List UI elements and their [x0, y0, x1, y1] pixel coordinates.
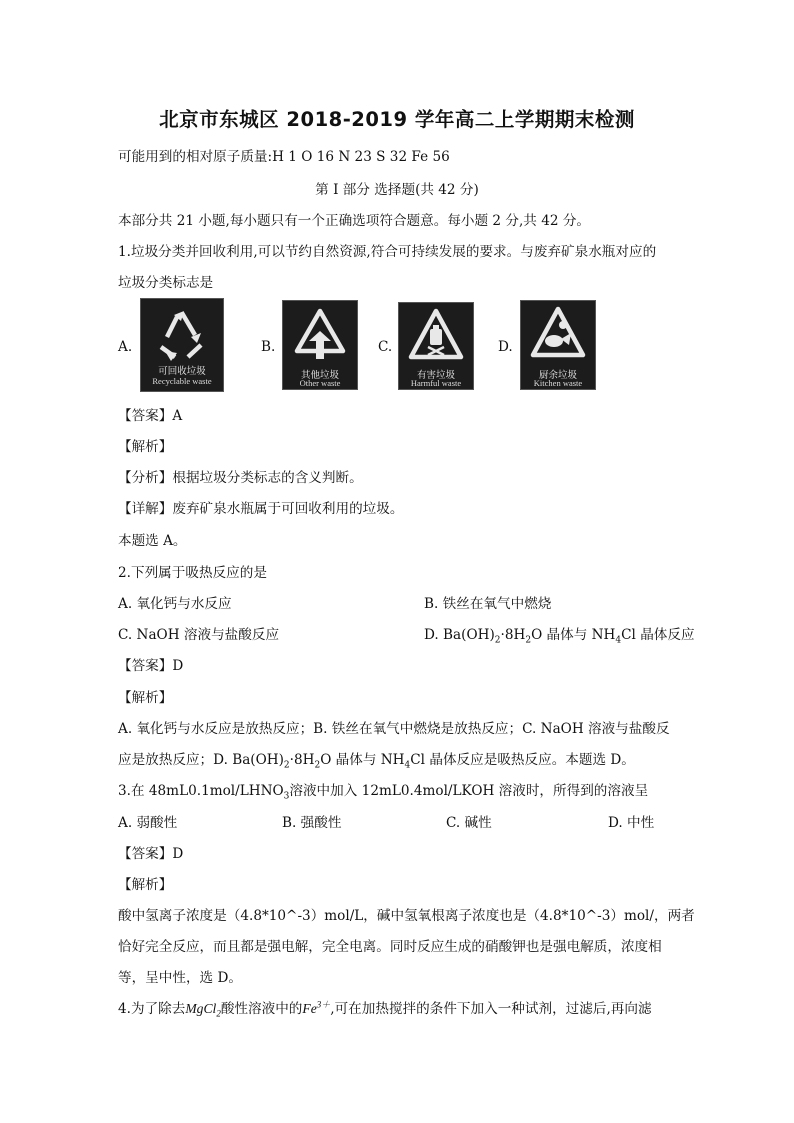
q1-option-b-cn: 其他垃圾	[300, 370, 339, 381]
q2-option-d-text1: D. Ba(OH)	[424, 627, 495, 643]
q3-option-d: D. 中性	[608, 815, 655, 831]
q4-stem-text1: 4.为了除去	[118, 1001, 186, 1017]
other-waste-icon	[283, 301, 357, 365]
q1-option-a-label: A.	[118, 339, 133, 355]
q2-expl-text4: Cl 晶体反应是吸热反应。本题选 D。	[410, 752, 635, 768]
q1-detail: 【详解】废弃矿泉水瓶属于可回收利用的垃圾。	[118, 501, 404, 517]
q1-stem-line2: 垃圾分类标志是	[118, 275, 214, 291]
q3-stem-sub: 3	[283, 791, 290, 802]
q3-explanation-line3: 等，呈中性，选 D。	[118, 970, 242, 986]
q4-formula-fe-sup: 3＋	[316, 999, 331, 1010]
q3-option-a: A. 弱酸性	[118, 815, 178, 831]
q1-option-d-en: Kitchen waste	[533, 378, 583, 388]
q2-option-d	[424, 623, 695, 646]
q4-formula-fe: Fe	[302, 1001, 317, 1016]
q2-option-b: B. 铁丝在氧气中燃烧	[424, 596, 552, 612]
q1-analysis-label: 【解析】	[118, 439, 173, 455]
q3-analysis-label: 【解析】	[118, 877, 173, 893]
q3-option-b: B. 强酸性	[282, 815, 342, 831]
q3-stem	[118, 779, 648, 802]
q2-stem: 2.下列属于吸热反应的是	[118, 565, 267, 581]
q2-expl-text2: ·8H	[289, 752, 315, 768]
q2-analysis-label: 【解析】	[118, 690, 173, 706]
q1-option-c-sign	[398, 302, 474, 390]
q1-option-d-cn: 厨余垃圾	[538, 370, 577, 381]
q3-stem-text1: 3.在 48mL0.1mol/LHNO	[118, 783, 284, 799]
q3-explanation-line1: 酸中氢离子浓度是（4.8*10^-3）mol/L，碱中氢氧根离子浓度也是（4.8*10^-3）mol/，两者	[118, 908, 695, 924]
q1-option-a-sign	[140, 298, 224, 392]
q2-option-d-text2: ·8H	[500, 627, 526, 643]
q2-expl-text1: 应是放热反应；D. Ba(OH)	[118, 752, 284, 768]
q2-option-d-text3: O 晶体与 NH	[531, 627, 616, 643]
q1-option-c-cn: 有害垃圾	[416, 370, 455, 381]
q2-explanation-line2	[118, 748, 635, 771]
q3-explanation-line2: 恰好完全反应，而且都是强电解，完全电离。同时反应生成的硝酸钾也是强电解质，浓度相	[118, 939, 662, 955]
q2-explanation-line1: A. 氧化钙与水反应是放热反应；B. 铁丝在氧气中燃烧是放热反应；C. NaOH 溶液与盐酸反	[118, 721, 670, 737]
instructions: 本部分共 21 小题,每小题只有一个正确选项符合题意。每小题 2 分,共 42 分。	[118, 213, 591, 229]
q4-formula-mgcl2-sub: 2	[216, 1008, 221, 1019]
q2-option-d-text4: Cl 晶体反应	[621, 627, 695, 643]
q2-expl-sub2: 2	[314, 760, 321, 771]
q3-stem-text2: 溶液中加入 12mL0.4mol/LKOH 溶液时，所得到的溶液呈	[289, 783, 649, 799]
q1-option-c-label: C.	[378, 339, 393, 355]
q1-option-a-cn: 可回收垃圾	[158, 366, 206, 377]
q2-answer: 【答案】D	[118, 658, 184, 674]
q4-stem	[118, 997, 652, 1019]
q3-answer: 【答案】D	[118, 846, 184, 862]
q1-analysis: 【分析】根据垃圾分类标志的含义判断。	[118, 470, 363, 486]
q2-option-c: C. NaOH 溶液与盐酸反应	[118, 627, 280, 643]
recycle-icon	[141, 299, 223, 369]
q2-expl-text3: O 晶体与 NH	[320, 752, 405, 768]
q1-option-b-en: Other waste	[299, 378, 341, 388]
q2-option-d-sub1: 2	[494, 635, 501, 646]
q1-option-b-sign	[282, 300, 358, 390]
q1-option-d-sign	[520, 300, 596, 390]
q1-option-a-en: Recyclable waste	[152, 376, 212, 386]
q1-option-c-en: Harmful waste	[410, 378, 462, 388]
q1-option-d-label: D.	[498, 339, 513, 355]
q2-option-a: A. 氧化钙与水反应	[118, 596, 232, 612]
q1-answer: 【答案】A	[118, 408, 183, 424]
q2-expl-sub3: 4	[404, 760, 411, 771]
part-heading: 第 I 部分 选择题(共 42 分)	[315, 182, 479, 198]
q1-stem-line1: 1.垃圾分类并回收利用,可以节约自然资源,符合可持续发展的要求。与废弃矿泉水瓶对应的	[118, 244, 657, 260]
q2-expl-sub1: 2	[283, 760, 290, 771]
q4-stem-text3: ,可在加热搅拌的条件下加入一种试剂，过滤后,再向滤	[330, 1001, 652, 1017]
q4-stem-text2: 酸性溶液中的	[220, 1001, 303, 1017]
harmful-waste-icon	[399, 303, 473, 367]
kitchen-waste-icon	[521, 301, 595, 365]
q2-option-d-sub2: 2	[525, 635, 532, 646]
q1-conclusion: 本题选 A。	[118, 533, 187, 549]
q4-formula-mgcl2: MgCl	[185, 1001, 217, 1016]
q1-option-b-label: B.	[261, 339, 276, 355]
page-title: 北京市东城区 2018-2019 学年高二上学期期末检测	[159, 108, 635, 131]
atomic-masses: 可能用到的相对原子质量:H 1 O 16 N 23 S 32 Fe 56	[118, 149, 450, 165]
q2-option-d-sub3: 4	[615, 635, 622, 646]
q3-option-c: C. 碱性	[446, 815, 492, 831]
